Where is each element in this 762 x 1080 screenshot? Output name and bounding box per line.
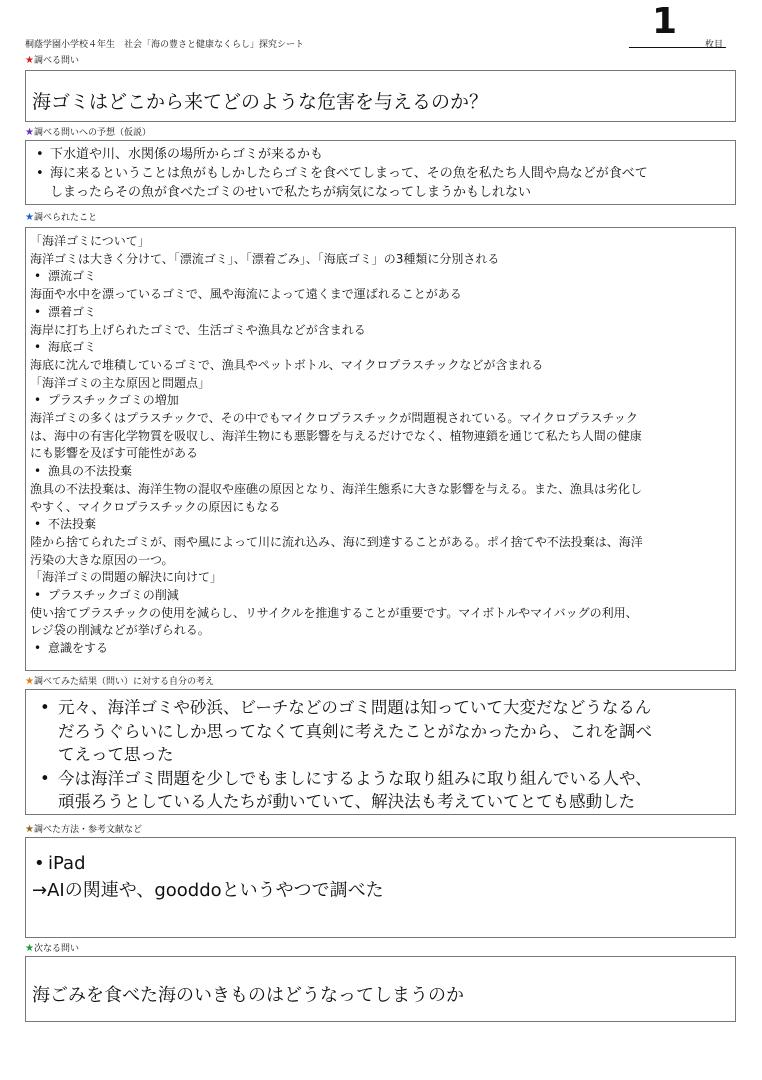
- findings-bullet: • プラスチックゴミの増加: [30, 392, 731, 410]
- findings-line: 汚染の大きな原因の一つ。: [30, 552, 174, 567]
- findings-line: 海岸に打ち上げられたゴミで、生活ゴミや漁具などが含まれる: [30, 322, 366, 337]
- section-label-method: [25, 824, 142, 836]
- findings-line: 海洋ゴミの多くはプラスチックで、その中でもマイクロプラスチックが問題視されている。マイクロプラスチック: [30, 411, 638, 426]
- method-note: →AIの関連や、gooddoというやつで調べた: [32, 880, 384, 901]
- section-label-text: 次なる問い: [33, 944, 79, 954]
- sheet-title: 桐蔭学園小学校４年生 社会「海の豊さと健康なくらし」探究シート: [25, 40, 305, 50]
- question-box: [25, 70, 736, 122]
- result-item: • 元々、海洋ゴミや砂浜、ビーチなどのゴミ問題は知っていて大変だなどうなるん: [32, 696, 729, 720]
- hypothesis-item-continued: しまったらその魚が食べたゴミのせいで私たちが病気になってしまうかもしれない: [50, 185, 532, 200]
- result-item-continued: だろうぐらいにしか思ってなくて真剣に考えたことがなかったから、これを調べ: [58, 721, 652, 741]
- section-label-text: 調べる問いへの予想（仮説）: [33, 128, 151, 138]
- findings-line: 海底に沈んで堆積しているゴミで、漁具やペットボトル、マイクロプラスチックなどが含まれる: [30, 357, 544, 372]
- findings-bullet: • 海底ゴミ: [30, 339, 731, 357]
- star-icon: ★: [25, 943, 34, 954]
- section-label-question: [25, 55, 79, 67]
- findings-box: [25, 227, 736, 671]
- findings-heading: 「海洋ゴミの問題の解決に向けて」: [30, 570, 223, 585]
- findings-bullet: • 意識をする: [30, 640, 731, 658]
- sheet-number-unit: 枚目: [705, 40, 724, 50]
- findings-bullet: • 漂流ゴミ: [30, 268, 731, 286]
- method-item: • iPad: [32, 850, 729, 877]
- findings-line: 海洋ゴミは大きく分けて、「漂流ゴミ」、「漂着ごみ」、「海底ゴミ」の3種類に分別される: [30, 251, 500, 266]
- findings-line: 漁具の不法投棄は、海洋生物の混収や座礁の原因となり、海洋生態系に大きな影響を与える。また、漁具は劣化し: [30, 481, 643, 496]
- findings-bullet: • 不法投棄: [30, 516, 731, 534]
- section-label-text: 調べてみた結果（問い）に対する自分の考え: [33, 677, 214, 687]
- next-question-text: 海ごみを食べた海のいきものはどうなってしまうのか: [32, 985, 464, 1006]
- result-box: [25, 689, 736, 815]
- findings-line: 陸から捨てられたゴミが、雨や風によって川に流れ込み、海に到達することがある。ポイ捨てや不法投棄は、海洋: [30, 534, 643, 549]
- section-label-text: 調べる問い: [33, 56, 79, 66]
- findings-bullet: • プラスチックゴミの削減: [30, 587, 731, 605]
- section-label-result: [25, 676, 214, 688]
- findings-line: にも影響を及ぼす可能性がある: [30, 446, 199, 461]
- section-label-next-question: [25, 943, 79, 955]
- star-icon: ★: [25, 824, 34, 835]
- findings-bullet: • 漂着ゴミ: [30, 304, 731, 322]
- section-label-hypothesis: [25, 127, 151, 139]
- result-item-continued: 頑張ろうとしている人たちが動いていて、解決法も考えていてとても感動した: [58, 792, 636, 811]
- hypothesis-box: [25, 140, 736, 205]
- findings-line: レジ袋の削減などが挙げられる。: [30, 623, 210, 638]
- hypothesis-item: • 海に来るということは魚がもしかしたらゴミを食べてしまって、その魚を私たち人間や鳥などが食べて: [32, 164, 729, 183]
- star-icon: ★: [25, 212, 34, 223]
- section-label-text: 調べた方法・参考文献など: [33, 825, 142, 835]
- findings-line: は、海中の有害化学物質を吸収し、海洋生物にも悪影響を与えるだけでなく、植物連鎖を通じて私たち人間の健康: [30, 428, 642, 443]
- section-label-text: 調べられたこと: [33, 213, 97, 223]
- star-icon: ★: [25, 676, 34, 687]
- findings-bullet: • 漁具の不法投棄: [30, 463, 731, 481]
- section-label-findings: [25, 212, 97, 224]
- method-box: [25, 837, 736, 938]
- sheet-number: 1: [652, 1, 678, 42]
- result-item: • 今は海洋ゴミ問題を少しでもましにするような取り組みに取り組んでいる人や、: [32, 767, 729, 791]
- findings-line: やすく、マイクロプラスチックの原因にもなる: [30, 499, 281, 514]
- findings-line: 使い捨てプラスチックの使用を減らし、リサイクルを推進することが重要です。マイボトルやマイバッグの利用、: [30, 605, 638, 620]
- sheet-number-underline: [629, 47, 726, 48]
- result-item-continued: てえって思った: [58, 745, 174, 764]
- findings-heading: 「海洋ゴミの主な原因と問題点」: [30, 375, 211, 390]
- findings-heading: 「海洋ゴミについて」: [30, 234, 150, 248]
- star-icon: ★: [25, 127, 34, 138]
- question-text: 海ゴミはどこから来てどのような危害を与えるのか？: [32, 91, 489, 113]
- findings-line: 海面や水中を漂っているゴミで、風や海流によって遠くまで運ばれることがある: [30, 287, 462, 302]
- hypothesis-item: • 下水道や川、水関係の場所からゴミが来るかも: [32, 145, 729, 164]
- next-question-box: [25, 956, 736, 1022]
- star-icon: ★: [25, 55, 34, 66]
